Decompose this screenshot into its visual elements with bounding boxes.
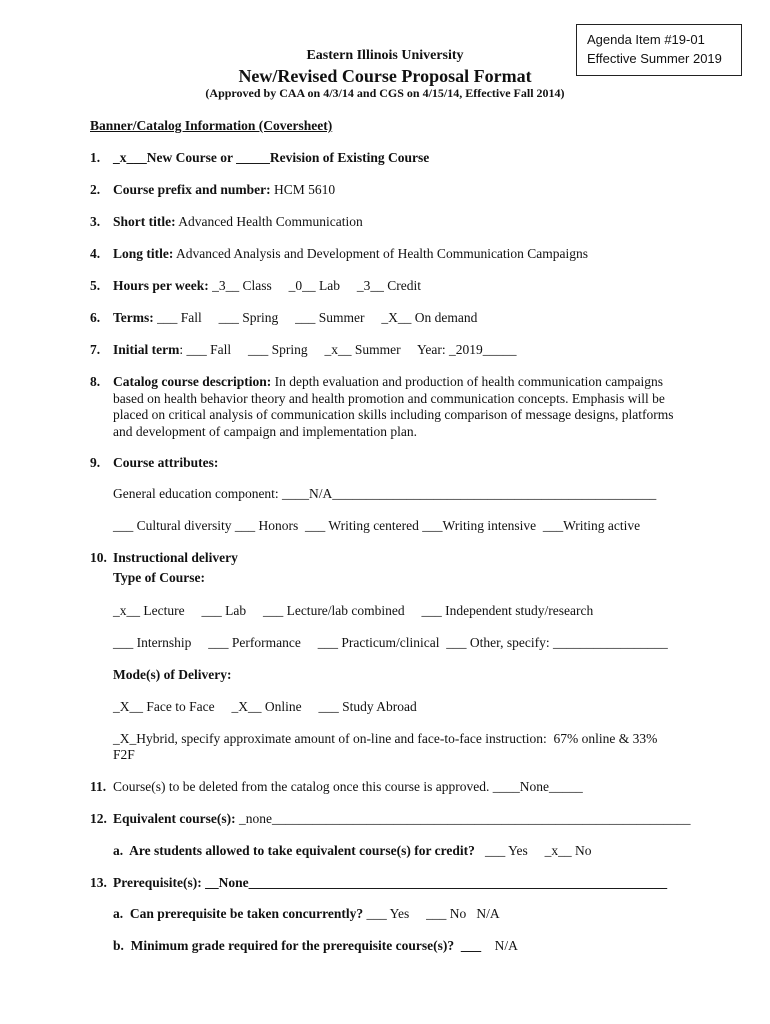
item-5-value: _3__ Class _0__ Lab _3__ Credit	[208, 278, 421, 293]
item-12-line	[113, 811, 691, 827]
item-9-label: Course attributes:	[113, 455, 219, 470]
item-9-number: 9.	[90, 455, 101, 470]
university-name: Eastern Illinois University	[306, 48, 464, 63]
item-13-sub-b-answer: N/A	[481, 938, 518, 953]
item-4-line	[113, 246, 588, 262]
item-6-value: ___ Fall ___ Spring ___ Summer _X__ On demand	[153, 310, 478, 325]
item-4-label: Long title:	[113, 246, 174, 261]
type-of-course-row-2: ___ Internship ___ Performance ___ Practicum/clinical ___ Other, specify: _________________	[113, 635, 668, 650]
item-12-value: _none______________________________________________________________	[235, 811, 691, 826]
item-9-gen-ed: General education component: ____N/A________________________________________________	[113, 486, 657, 501]
item-13-sub-a	[113, 906, 500, 922]
delivery-mode-row: _X__ Face to Face _X__ Online ___ Study Abroad	[113, 699, 417, 714]
item-8-number: 8.	[90, 374, 101, 389]
item-3-value: Advanced Health Communication	[175, 214, 363, 229]
item-2-line	[113, 182, 335, 198]
item-12-number: 12.	[90, 811, 107, 826]
item-6-label: Terms:	[113, 310, 154, 325]
item-6-line	[113, 310, 477, 326]
item-13-sub-b	[113, 938, 518, 954]
item-12-sub-a-answer: ___ Yes _x__ No	[474, 843, 592, 858]
item-5-line	[113, 278, 421, 294]
item-7-label: Initial term	[113, 342, 180, 357]
item-8-value: In depth evaluation and production of health communication campaigns based on health behavior theory and health promotion and communication concepts. Emphasis will be placed on critical analysis of communication skills including comparison of message designs, platforms and development of campaign and implementation plan.	[113, 374, 674, 440]
item-2-label: Course prefix and number:	[113, 182, 271, 197]
item-13-sub-b-question: b. Minimum grade required for the prerequisite course(s)? ___	[113, 938, 482, 953]
item-6-number: 6.	[90, 310, 101, 325]
item-7-line	[113, 342, 517, 358]
item-10-label: Instructional delivery	[113, 550, 238, 565]
form-title: New/Revised Course Proposal Format	[238, 66, 532, 86]
item-13-value: __None______________________________________________________________	[201, 875, 668, 890]
item-8-label: Catalog course description:	[113, 374, 272, 389]
item-9-attributes: ___ Cultural diversity ___ Honors ___ Writing centered ___Writing intensive ___Writing active	[113, 518, 641, 533]
item-7-number: 7.	[90, 342, 101, 357]
item-5-label: Hours per week:	[113, 278, 209, 293]
item-8-description	[113, 374, 685, 441]
item-1-number: 1.	[90, 150, 101, 165]
item-10-number: 10.	[90, 550, 107, 565]
item-13-sub-a-answer: ___ Yes ___ No N/A	[363, 906, 500, 921]
item-12-sub-a	[113, 843, 592, 859]
delivery-mode-label: Mode(s) of Delivery:	[113, 667, 232, 682]
section-heading	[90, 118, 332, 134]
item-3-label: Short title:	[113, 214, 176, 229]
item-13-label: Prerequisite(s):	[113, 875, 202, 890]
item-3-line	[113, 214, 363, 230]
type-of-course-row-1: _x__ Lecture ___ Lab ___ Lecture/lab combined ___ Independent study/research	[113, 603, 594, 618]
item-13-sub-a-question: a. Can prerequisite be taken concurrently?	[113, 906, 364, 921]
item-12-label: Equivalent course(s):	[113, 811, 236, 826]
item-13-line	[113, 875, 667, 891]
item-4-value: Advanced Analysis and Development of Health Communication Campaigns	[173, 246, 589, 261]
agenda-item-number: Agenda Item #19-01	[587, 32, 705, 47]
section-heading-text: Banner/Catalog Information (Coversheet)	[90, 118, 333, 133]
item-3-number: 3.	[90, 214, 101, 229]
approval-note: (Approved by CAA on 4/3/14 and CGS on 4/15/14, Effective Fall 2014)	[205, 86, 565, 100]
item-1-course-type: _x___New Course or _____Revision of Existing Course	[113, 150, 430, 165]
item-5-number: 5.	[90, 278, 101, 293]
hybrid-line-2: F2F	[113, 747, 135, 762]
item-7-value: : ___ Fall ___ Spring _x__ Summer Year: _2019_____	[179, 342, 517, 357]
hybrid-line-1: _X_Hybrid, specify approximate amount of on-line and face-to-face instruction: 67% online & 33%	[113, 731, 658, 746]
item-13-number: 13.	[90, 875, 107, 890]
item-2-number: 2.	[90, 182, 101, 197]
agenda-effective-date: Effective Summer 2019	[587, 51, 722, 66]
item-2-value: HCM 5610	[270, 182, 336, 197]
item-12-sub-a-question: a. Are students allowed to take equivalent course(s) for credit?	[113, 843, 475, 858]
item-11-text: Course(s) to be deleted from the catalog once this course is approved. ____None_____	[113, 779, 583, 794]
item-4-number: 4.	[90, 246, 101, 261]
type-of-course-label: Type of Course:	[113, 570, 205, 585]
item-11-number: 11.	[90, 779, 107, 794]
